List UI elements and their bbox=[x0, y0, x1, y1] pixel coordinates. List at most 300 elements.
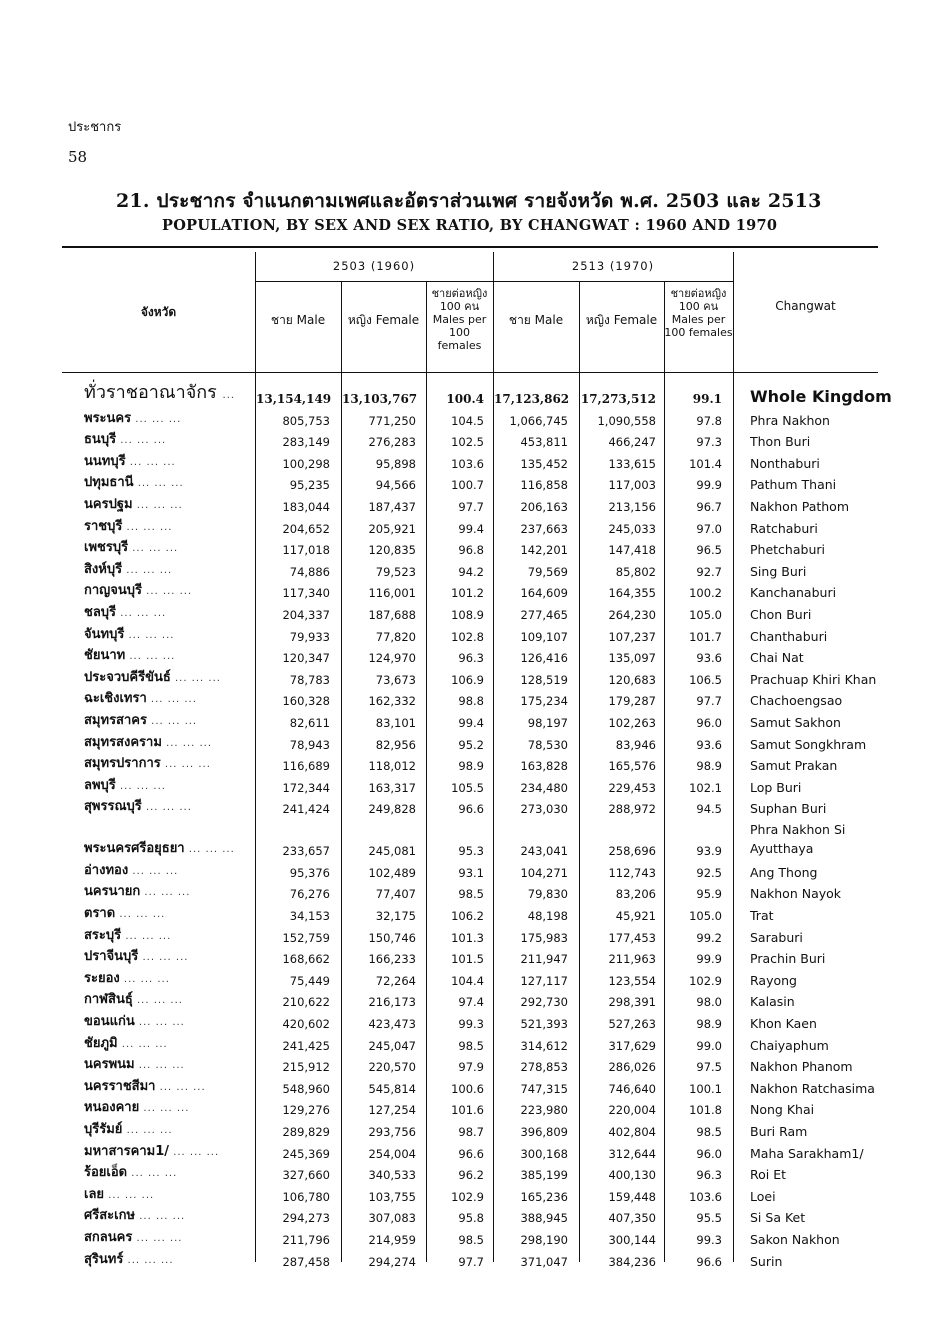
table-row bbox=[62, 797, 880, 819]
male-1960: 204,652 bbox=[282, 521, 330, 536]
table-row bbox=[62, 494, 880, 516]
male-1970: 48,198 bbox=[527, 909, 568, 924]
changwat-english: Chachoengsao bbox=[750, 693, 843, 709]
ratio-1970: 93.6 bbox=[696, 737, 722, 752]
changwat-english: Sing Buri bbox=[750, 563, 807, 579]
ratio-1970: 101.4 bbox=[689, 456, 722, 471]
table-row bbox=[62, 1055, 880, 1077]
male-1960: 116,689 bbox=[282, 759, 330, 774]
ratio-1970: 100.1 bbox=[689, 1081, 722, 1096]
male-1970: 314,612 bbox=[520, 1038, 568, 1053]
changwat-thai: สิงห์บุรี ... ... ... bbox=[84, 561, 173, 577]
female-1960: 83,101 bbox=[375, 715, 416, 730]
changwat-thai: ทั่วราชอาณาจักร ... bbox=[84, 382, 236, 403]
header-year-1970: 2513 (1970) bbox=[571, 259, 655, 273]
ratio-1970: 97.0 bbox=[696, 521, 722, 536]
changwat-english: Phra Nakhon bbox=[750, 412, 830, 428]
changwat-thai: สกลนคร ... ... ... bbox=[84, 1229, 183, 1245]
changwat-thai: ชัยภูมิ ... ... ... bbox=[84, 1035, 168, 1051]
female-1970: 229,453 bbox=[608, 780, 656, 795]
female-1970: 211,963 bbox=[608, 952, 656, 967]
ratio-1970: 99.0 bbox=[696, 1038, 722, 1053]
ratio-1970: 93.6 bbox=[696, 651, 722, 666]
female-1970: 165,576 bbox=[608, 759, 656, 774]
male-1970: 135,452 bbox=[520, 456, 568, 471]
table-row bbox=[62, 1163, 880, 1185]
table-row bbox=[62, 882, 880, 904]
female-1960: 162,332 bbox=[368, 694, 416, 709]
changwat-thai: ราชบุรี ... ... ... bbox=[84, 518, 173, 534]
year-group-rule bbox=[255, 281, 733, 282]
male-1970: 142,201 bbox=[520, 543, 568, 558]
table-row bbox=[62, 1227, 880, 1249]
male-1960: 95,376 bbox=[289, 865, 330, 880]
changwat-english: Samut Songkhram bbox=[750, 736, 867, 752]
header-year-1960: 2503 (1960) bbox=[332, 259, 416, 273]
ratio-1970: 101.7 bbox=[689, 629, 722, 644]
ratio-1960: 100.6 bbox=[451, 1081, 484, 1096]
male-1960: 183,044 bbox=[282, 499, 330, 514]
male-1970: 385,199 bbox=[520, 1168, 568, 1183]
header-ratio-1970: ชายต่อหญิง 100 คน Males per 100 females bbox=[664, 287, 733, 339]
changwat-thai: ปราจีนบุรี ... ... ... bbox=[84, 949, 189, 965]
changwat-english: Phra Nakhon Si Ayutthaya bbox=[750, 822, 846, 857]
male-1970: 243,041 bbox=[520, 844, 568, 859]
male-1970: 371,047 bbox=[520, 1254, 568, 1269]
table-row bbox=[62, 1033, 880, 1055]
ratio-1970: 97.8 bbox=[696, 413, 722, 428]
male-1960: 289,829 bbox=[282, 1125, 330, 1139]
male-1960: 117,340 bbox=[282, 586, 330, 601]
ratio-1970: 99.9 bbox=[696, 478, 722, 493]
male-1960: 241,425 bbox=[282, 1038, 330, 1053]
changwat-english: Ratchaburi bbox=[750, 520, 818, 536]
ratio-1960: 106.2 bbox=[451, 909, 484, 924]
table-top-rule bbox=[62, 246, 878, 248]
table-row bbox=[62, 818, 880, 860]
female-1970: 264,230 bbox=[608, 607, 656, 622]
female-1970: 117,003 bbox=[608, 478, 656, 493]
male-1970: 298,190 bbox=[520, 1232, 568, 1247]
male-1970: 292,730 bbox=[520, 995, 568, 1010]
changwat-thai: พระนครศรีอยุธยา ... ... ... bbox=[84, 841, 235, 857]
changwat-english: Thon Buri bbox=[750, 434, 811, 450]
female-1960: 294,274 bbox=[368, 1254, 416, 1269]
ratio-1970: 98.9 bbox=[696, 759, 722, 774]
changwat-thai: ชลบุรี ... ... ... bbox=[84, 604, 167, 620]
ratio-1970: 97.7 bbox=[696, 694, 722, 709]
changwat-english: Si Sa Ket bbox=[750, 1210, 806, 1226]
male-1960: 420,602 bbox=[282, 1017, 330, 1032]
male-1970: 211,947 bbox=[520, 952, 568, 967]
table-row bbox=[62, 646, 880, 668]
changwat-english: Pathum Thani bbox=[750, 477, 837, 493]
male-1960: 241,424 bbox=[282, 802, 330, 817]
female-1970: 245,033 bbox=[608, 521, 656, 536]
female-1970: 1,090,558 bbox=[597, 413, 656, 428]
female-1960: 95,898 bbox=[375, 456, 416, 471]
female-1970: 286,026 bbox=[608, 1060, 656, 1075]
female-1970: 300,144 bbox=[608, 1232, 656, 1247]
ratio-1960: 102.8 bbox=[451, 629, 484, 644]
table-row bbox=[62, 1206, 880, 1228]
changwat-english: Nakhon Nayok bbox=[750, 886, 842, 902]
male-1970: 237,663 bbox=[520, 521, 568, 536]
ratio-1960: 100.7 bbox=[451, 478, 484, 493]
male-1960: 120,347 bbox=[282, 651, 330, 666]
ratio-1960: 104.4 bbox=[451, 973, 484, 988]
header-male-1970: ชาย Male bbox=[508, 313, 564, 327]
table-row bbox=[62, 1249, 880, 1271]
male-1960: 287,458 bbox=[282, 1254, 330, 1269]
male-1960: 160,328 bbox=[282, 694, 330, 709]
ratio-1970: 99.9 bbox=[696, 952, 722, 967]
male-1960: 152,759 bbox=[282, 930, 330, 945]
male-1960: 100,298 bbox=[282, 456, 330, 471]
female-1970: 317,629 bbox=[608, 1038, 656, 1053]
female-1960: 545,814 bbox=[368, 1081, 416, 1096]
changwat-english: Sakon Nakhon bbox=[750, 1231, 840, 1247]
table-row bbox=[62, 1141, 880, 1163]
female-1960: 163,317 bbox=[368, 780, 416, 795]
table-row bbox=[62, 559, 880, 581]
table-row bbox=[62, 430, 880, 452]
changwat-english: Chon Buri bbox=[750, 606, 812, 622]
ratio-1960: 99.4 bbox=[458, 521, 484, 536]
male-1970: 79,569 bbox=[527, 564, 568, 579]
male-1970: 128,519 bbox=[520, 672, 568, 687]
changwat-thai: สุพรรณบุรี ... ... ... bbox=[84, 799, 192, 815]
male-1970: 164,609 bbox=[520, 586, 568, 601]
ratio-1960: 101.6 bbox=[451, 1103, 484, 1118]
ratio-1960: 97.9 bbox=[458, 1060, 484, 1075]
male-1970: 175,983 bbox=[520, 930, 568, 945]
changwat-english: Maha Sarakham1/ bbox=[750, 1145, 864, 1161]
female-1970: 83,946 bbox=[615, 737, 656, 752]
male-1970: 175,234 bbox=[520, 694, 568, 709]
changwat-thai: ปทุมธานี ... ... ... bbox=[84, 475, 184, 491]
changwat-thai: บุรีรัมย์ ... ... ... bbox=[84, 1122, 173, 1137]
female-1960: 423,473 bbox=[368, 1017, 416, 1032]
ratio-1970: 98.5 bbox=[696, 1125, 722, 1139]
ratio-1970: 105.0 bbox=[689, 909, 722, 924]
female-1960: 245,047 bbox=[368, 1038, 416, 1053]
ratio-1960: 96.6 bbox=[458, 1146, 484, 1161]
female-1960: 205,921 bbox=[368, 521, 416, 536]
table-row bbox=[62, 754, 880, 776]
female-1970: 466,247 bbox=[608, 435, 656, 450]
female-1960: 79,523 bbox=[375, 564, 416, 579]
female-1960: 150,746 bbox=[368, 930, 416, 945]
changwat-english: Loei bbox=[750, 1188, 776, 1204]
changwat-thai: ขอนแก่น ... ... ... bbox=[84, 1014, 185, 1030]
female-1970: 384,236 bbox=[608, 1254, 656, 1269]
ratio-1970: 95.9 bbox=[696, 887, 722, 902]
table-row bbox=[62, 710, 880, 732]
ratio-1970: 98.9 bbox=[696, 1017, 722, 1032]
changwat-thai: อ่างทอง ... ... ... bbox=[84, 862, 179, 878]
changwat-english: Samut Prakan bbox=[750, 758, 838, 774]
female-1970: 400,130 bbox=[608, 1168, 656, 1183]
ratio-1970: 101.8 bbox=[689, 1103, 722, 1118]
ratio-1970: 99.3 bbox=[696, 1232, 722, 1247]
changwat-thai: นครนายก ... ... ... bbox=[84, 884, 191, 900]
male-1970: 1,066,745 bbox=[509, 413, 568, 428]
male-1960: 327,660 bbox=[282, 1168, 330, 1183]
changwat-thai: นครพนม ... ... ... bbox=[84, 1057, 185, 1073]
male-1960: 78,783 bbox=[289, 672, 330, 687]
table-row bbox=[62, 925, 880, 947]
ratio-1960: 95.3 bbox=[458, 844, 484, 859]
ratio-1960: 104.5 bbox=[451, 413, 484, 428]
ratio-1970: 95.5 bbox=[696, 1211, 722, 1226]
ratio-1960: 95.2 bbox=[458, 737, 484, 752]
table-row bbox=[62, 602, 880, 624]
male-1960: 106,780 bbox=[282, 1189, 330, 1204]
changwat-thai: ศรีสะเกษ ... ... ... bbox=[84, 1208, 186, 1224]
page-number: 58 bbox=[68, 148, 88, 166]
male-1970: 747,315 bbox=[520, 1081, 568, 1096]
female-1970: 85,802 bbox=[615, 564, 656, 579]
male-1960: 129,276 bbox=[282, 1103, 330, 1118]
changwat-english: Roi Et bbox=[750, 1167, 787, 1183]
changwat-thai: ตราด ... ... ... bbox=[84, 906, 166, 922]
female-1960: 340,533 bbox=[368, 1168, 416, 1183]
ratio-1960: 97.4 bbox=[458, 995, 484, 1010]
changwat-thai: สุรินทร์ ... ... ... bbox=[84, 1251, 174, 1267]
male-1970: 126,416 bbox=[520, 651, 568, 666]
changwat-english: Rayong bbox=[750, 972, 797, 988]
female-1960: 124,970 bbox=[368, 651, 416, 666]
male-1970: 300,168 bbox=[520, 1146, 568, 1161]
ratio-1960: 96.3 bbox=[458, 651, 484, 666]
table-row bbox=[62, 689, 880, 711]
male-1970: 17,123,862 bbox=[494, 392, 570, 406]
female-1970: 133,615 bbox=[608, 456, 656, 471]
male-1960: 76,276 bbox=[289, 887, 330, 902]
changwat-english: Chai Nat bbox=[750, 650, 804, 666]
changwat-english: Chaiyaphum bbox=[750, 1037, 829, 1053]
table-row bbox=[62, 990, 880, 1012]
female-1970: 135,097 bbox=[608, 651, 656, 666]
ratio-1960: 102.5 bbox=[451, 435, 484, 450]
ratio-1960: 98.8 bbox=[458, 694, 484, 709]
ratio-1960: 99.4 bbox=[458, 715, 484, 730]
ratio-1970: 98.0 bbox=[696, 995, 722, 1010]
ratio-1970: 94.5 bbox=[696, 802, 722, 817]
changwat-thai: กาญจนบุรี ... ... ... bbox=[84, 583, 193, 599]
changwat-english: Saraburi bbox=[750, 929, 803, 945]
changwat-english: Samut Sakhon bbox=[750, 714, 841, 730]
male-1960: 78,943 bbox=[289, 737, 330, 752]
female-1970: 288,972 bbox=[608, 802, 656, 817]
male-1960: 215,912 bbox=[282, 1060, 330, 1075]
table-row bbox=[62, 581, 880, 603]
changwat-english: Trat bbox=[750, 908, 774, 924]
ratio-1970: 97.5 bbox=[696, 1060, 722, 1075]
ratio-1970: 99.2 bbox=[696, 930, 722, 945]
ratio-1960: 99.3 bbox=[458, 1017, 484, 1032]
changwat-thai: หนองคาย ... ... ... bbox=[84, 1100, 190, 1116]
ratio-1970: 96.3 bbox=[696, 1168, 722, 1183]
female-1960: 220,570 bbox=[368, 1060, 416, 1075]
male-1960: 168,662 bbox=[282, 952, 330, 967]
changwat-english: Whole Kingdom bbox=[750, 387, 892, 406]
male-1960: 117,018 bbox=[282, 543, 330, 558]
changwat-english: Prachuap Khiri Khan bbox=[750, 671, 877, 687]
male-1970: 98,197 bbox=[527, 715, 568, 730]
table-row bbox=[62, 775, 880, 797]
male-1960: 245,369 bbox=[282, 1146, 330, 1161]
female-1970: 746,640 bbox=[608, 1081, 656, 1096]
female-1960: 127,254 bbox=[368, 1103, 416, 1118]
ratio-1970: 97.3 bbox=[696, 435, 722, 450]
male-1960: 75,449 bbox=[289, 973, 330, 988]
table-row bbox=[62, 538, 880, 560]
female-1970: 120,683 bbox=[608, 672, 656, 687]
ratio-1960: 94.2 bbox=[458, 564, 484, 579]
changwat-english: Phetchaburi bbox=[750, 542, 825, 558]
female-1970: 177,453 bbox=[608, 930, 656, 945]
table-row bbox=[62, 1119, 880, 1141]
ratio-1970: 93.9 bbox=[696, 844, 722, 859]
header-changwat-english: Changwat bbox=[775, 299, 836, 313]
male-1970: 234,480 bbox=[520, 780, 568, 795]
female-1970: 147,418 bbox=[608, 543, 656, 558]
table-row bbox=[62, 667, 880, 689]
table-row bbox=[62, 516, 880, 538]
changwat-thai: ลพบุรี ... ... ... bbox=[84, 777, 166, 793]
header-changwat-thai: จังหวัด bbox=[140, 305, 177, 319]
male-1970: 521,393 bbox=[520, 1017, 568, 1032]
ratio-1960: 98.5 bbox=[458, 887, 484, 902]
changwat-thai: ฉะเชิงเทรา ... ... ... bbox=[84, 691, 197, 707]
ratio-1960: 96.8 bbox=[458, 543, 484, 558]
ratio-1960: 101.5 bbox=[451, 952, 484, 967]
header-female-1970: หญิง Female bbox=[585, 313, 658, 327]
changwat-thai: ชัยนาท ... ... ... bbox=[84, 648, 176, 664]
ratio-1960: 98.9 bbox=[458, 759, 484, 774]
female-1970: 527,263 bbox=[608, 1017, 656, 1032]
changwat-english: Nonthaburi bbox=[750, 455, 820, 471]
female-1960: 249,828 bbox=[368, 802, 416, 817]
male-1970: 109,107 bbox=[520, 629, 568, 644]
male-1970: 104,271 bbox=[520, 865, 568, 880]
changwat-thai: นครปฐม ... ... ... bbox=[84, 496, 183, 512]
female-1960: 166,233 bbox=[368, 952, 416, 967]
changwat-english: Buri Ram bbox=[750, 1124, 808, 1139]
changwat-thai: ประจวบคีรีขันธ์ ... ... ... bbox=[84, 669, 221, 685]
table-body bbox=[62, 378, 892, 1271]
changwat-thai: เพชรบุรี ... ... ... bbox=[84, 540, 179, 556]
male-1970: 278,853 bbox=[520, 1060, 568, 1075]
changwat-thai: มหาสารคาม1/ ... ... ... bbox=[84, 1143, 220, 1159]
female-1970: 159,448 bbox=[608, 1189, 656, 1204]
ratio-1960: 105.5 bbox=[451, 780, 484, 795]
changwat-thai: ระยอง ... ... ... bbox=[84, 970, 170, 986]
changwat-english: Nakhon Ratchasima bbox=[750, 1080, 875, 1096]
male-1970: 127,117 bbox=[520, 973, 568, 988]
female-1960: 245,081 bbox=[368, 844, 416, 859]
changwat-thai: กาฬสินธุ์ ... ... ... bbox=[84, 992, 183, 1008]
female-1970: 45,921 bbox=[615, 909, 656, 924]
changwat-english: Nakhon Phanom bbox=[750, 1059, 853, 1075]
male-1960: 34,153 bbox=[289, 909, 330, 924]
female-1960: 120,835 bbox=[368, 543, 416, 558]
changwat-english: Surin bbox=[750, 1253, 783, 1269]
ratio-1960: 106.9 bbox=[451, 672, 484, 687]
male-1960: 79,933 bbox=[289, 629, 330, 644]
changwat-thai: สมุทรสาคร ... ... ... bbox=[84, 712, 198, 728]
female-1970: 164,355 bbox=[608, 586, 656, 601]
female-1970: 123,554 bbox=[608, 973, 656, 988]
female-1970: 220,004 bbox=[608, 1103, 656, 1118]
female-1970: 17,273,512 bbox=[580, 392, 656, 406]
female-1960: 73,673 bbox=[375, 672, 416, 687]
ratio-1960: 103.6 bbox=[451, 456, 484, 471]
changwat-thai: จันทบุรี ... ... ... bbox=[84, 626, 175, 642]
female-1960: 214,959 bbox=[368, 1232, 416, 1247]
header-ratio-1960: ชายต่อหญิง 100 คน Males per 100 females bbox=[431, 287, 488, 352]
female-1970: 402,804 bbox=[608, 1125, 656, 1139]
header-female-1960: หญิง Female bbox=[347, 313, 420, 327]
table-row bbox=[62, 1011, 880, 1033]
male-1970: 273,030 bbox=[520, 802, 568, 817]
table-row bbox=[62, 624, 880, 646]
male-1960: 82,611 bbox=[289, 715, 330, 730]
table-title-english: POPULATION, BY SEX AND SEX RATIO, BY CHANGWAT : 1960 AND 1970 bbox=[162, 217, 778, 234]
changwat-thai: สระบุรี ... ... ... bbox=[84, 927, 172, 943]
table-row bbox=[62, 968, 880, 990]
female-1960: 82,956 bbox=[375, 737, 416, 752]
header-male-1960: ชาย Male bbox=[270, 313, 326, 327]
male-1960: 294,273 bbox=[282, 1211, 330, 1226]
changwat-english: Lop Buri bbox=[750, 779, 802, 795]
section-header: ประชากร bbox=[68, 120, 122, 135]
female-1960: 254,004 bbox=[368, 1146, 416, 1161]
table-row bbox=[62, 408, 880, 430]
female-1970: 312,644 bbox=[608, 1146, 656, 1161]
male-1970: 79,830 bbox=[527, 887, 568, 902]
changwat-english: Kanchanaburi bbox=[750, 585, 837, 601]
female-1960: 102,489 bbox=[368, 865, 416, 880]
table-row bbox=[62, 1098, 880, 1120]
ratio-1970: 96.0 bbox=[696, 1146, 722, 1161]
male-1960: 283,149 bbox=[282, 435, 330, 450]
female-1970: 107,237 bbox=[608, 629, 656, 644]
female-1970: 298,391 bbox=[608, 995, 656, 1010]
table-row bbox=[62, 732, 880, 754]
female-1960: 13,103,767 bbox=[342, 392, 418, 406]
male-1960: 805,753 bbox=[282, 413, 330, 428]
changwat-thai: ร้อยเอ็ด ... ... ... bbox=[84, 1165, 178, 1181]
ratio-1970: 103.6 bbox=[689, 1189, 722, 1204]
ratio-1960: 98.5 bbox=[458, 1038, 484, 1053]
male-1960: 74,886 bbox=[289, 564, 330, 579]
female-1960: 77,407 bbox=[375, 887, 416, 902]
female-1970: 258,696 bbox=[608, 844, 656, 859]
changwat-english: Suphan Buri bbox=[750, 801, 827, 817]
ratio-1970: 96.7 bbox=[696, 499, 722, 514]
changwat-thai: นนทบุรี ... ... ... bbox=[84, 453, 176, 469]
changwat-thai: พระนคร ... ... ... bbox=[84, 410, 182, 426]
ratio-1970: 102.9 bbox=[689, 973, 722, 988]
ratio-1960: 102.9 bbox=[451, 1189, 484, 1204]
male-1960: 95,235 bbox=[289, 478, 330, 493]
female-1960: 116,001 bbox=[368, 586, 416, 601]
male-1970: 396,809 bbox=[520, 1125, 568, 1139]
female-1970: 407,350 bbox=[608, 1211, 656, 1226]
